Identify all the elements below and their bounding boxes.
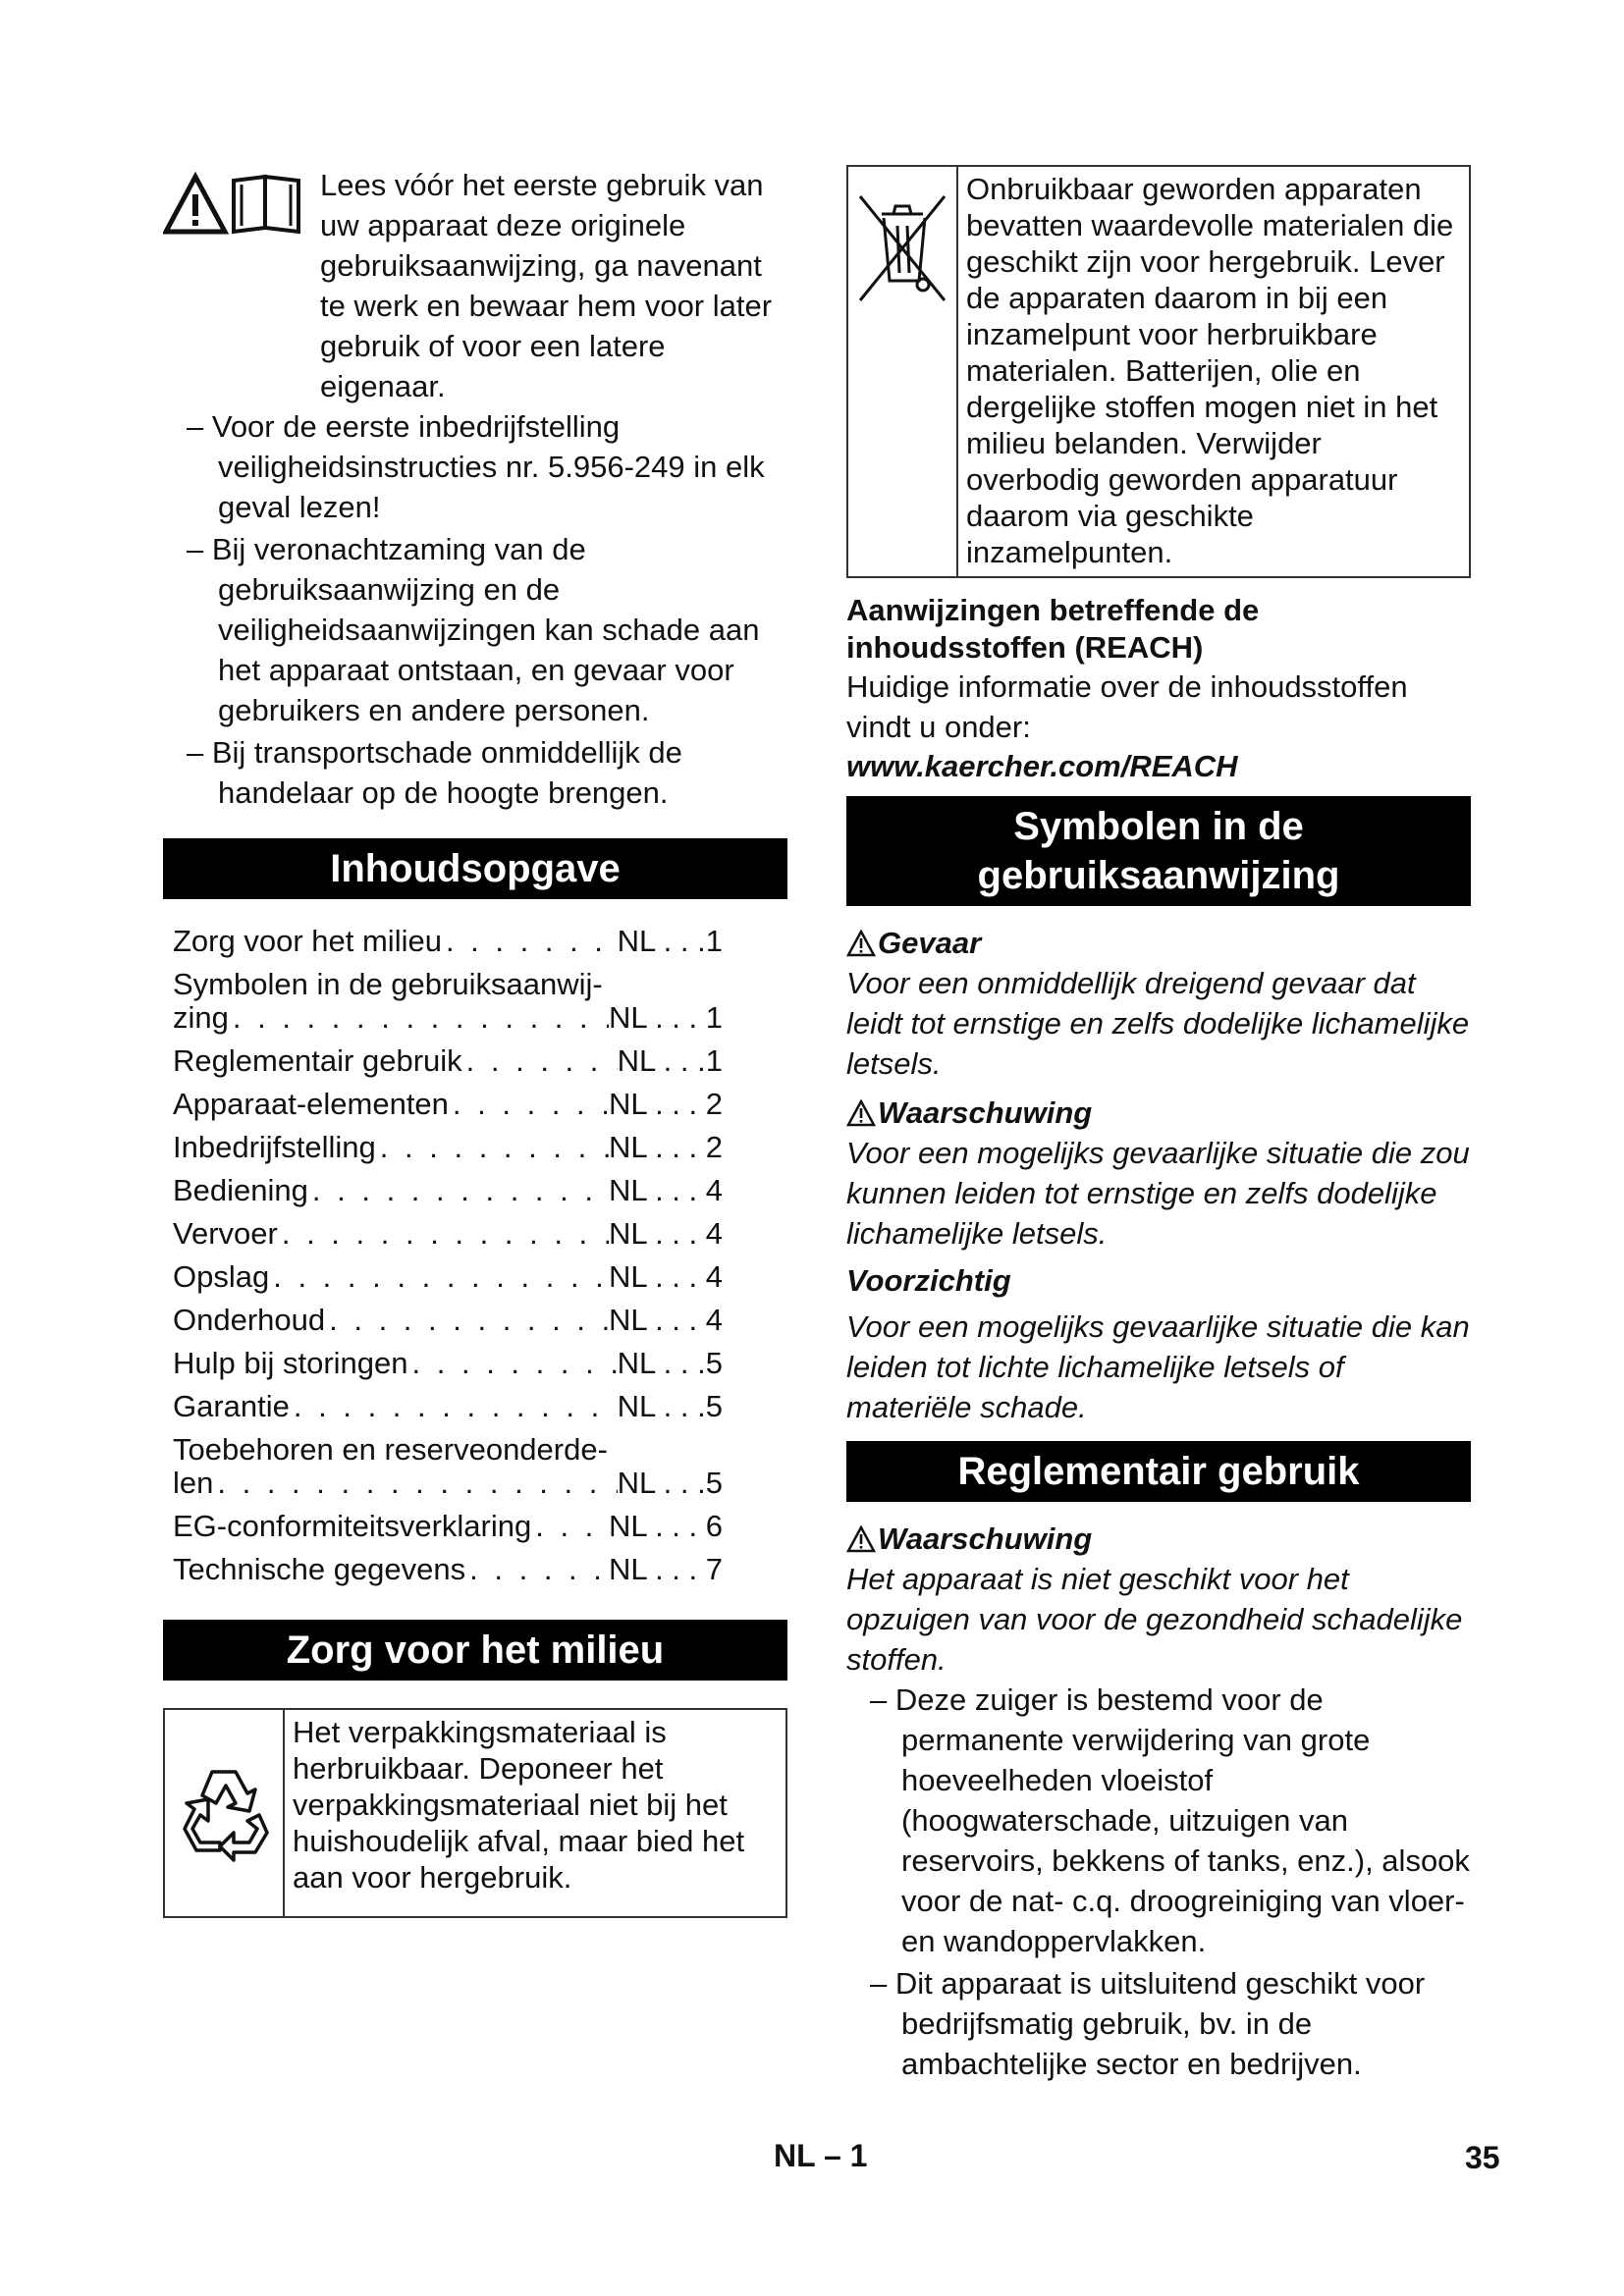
danger-heading xyxy=(846,924,1471,963)
warning-triangle-icon xyxy=(846,930,876,957)
usage-warning-heading xyxy=(846,1520,1471,1559)
recycle-icon xyxy=(165,1764,283,1862)
table-of-contents xyxy=(173,925,723,1586)
crossed-bin-icon xyxy=(848,187,956,304)
toc-entry-title: Vervoer xyxy=(173,1216,278,1251)
toc-entry-title: Hulp bij storingen xyxy=(173,1346,408,1380)
toc-entry-title-line1: Symbolen in de gebruiksaanwij- xyxy=(173,967,603,1001)
toc-entry-title: Technische gegevens xyxy=(173,1552,466,1586)
toc-entry[interactable] xyxy=(173,1553,723,1586)
toc-entry[interactable] xyxy=(173,968,723,1035)
toc-heading xyxy=(163,838,787,899)
toc-entry-page: NL . . .5 xyxy=(617,1389,723,1423)
recycle-icon-cell xyxy=(165,1710,285,1916)
toc-entry-title-line1: Toebehoren en reserveonderde- xyxy=(173,1432,608,1467)
intro-bullet: – Bij transportschade onmiddellijk de handelaar op de hoogte brengen. xyxy=(187,735,682,810)
reach-heading: Aanwijzingen betreffende de inhoudsstoffen (REACH) xyxy=(846,593,1260,665)
danger-label: Gevaar xyxy=(878,926,982,960)
toc-entry-title: Bediening xyxy=(173,1173,308,1207)
weee-icon-cell xyxy=(848,167,958,576)
environment-heading xyxy=(163,1620,787,1681)
toc-entry[interactable] xyxy=(173,1510,723,1543)
intro-bullet: – Voor de eerste inbedrijfstelling veiligheidsinstructies nr. 5.956-249 in elk geval lezen! xyxy=(187,409,765,524)
toc-entry-page: NL . . . 2 xyxy=(608,1130,723,1164)
toc-entry[interactable] xyxy=(173,1131,723,1164)
warning-manual-icon xyxy=(163,171,305,236)
intro-section xyxy=(163,165,787,406)
usage-warning-label: Waarschuwing xyxy=(878,1522,1093,1556)
usage-bullet: – Deze zuiger is bestemd voor de permanente verwijdering van grote hoeveelheden vloeistof (hoogwaterschade, uitzuigen van reservoirs, bekkens of tanks, enz.), alsook voor de nat- c.q. droogreiniging van vloer- en wandoppervlakken. xyxy=(870,1682,1470,1958)
page-number: 35 xyxy=(1465,2140,1500,2175)
toc-entry-title: Inbedrijfstelling xyxy=(173,1130,376,1164)
reach-link[interactable]: www.kaercher.com/REACH xyxy=(846,749,1238,783)
intro-bullets xyxy=(163,406,787,813)
toc-entry[interactable] xyxy=(173,1433,723,1500)
usage-bullets xyxy=(846,1680,1471,2084)
warning-text: Voor een mogelijks gevaarlijke situatie die zou kunnen leiden tot ernstige en zelfs dodelijke lichamelijke letsels. xyxy=(846,1136,1470,1251)
toc-entry[interactable] xyxy=(173,1044,723,1078)
usage-heading xyxy=(846,1441,1471,1502)
warning-triangle-icon xyxy=(846,1099,876,1127)
usage-heading-text: Reglementair gebruik xyxy=(957,1450,1360,1493)
toc-entry-title: Reglementair gebruik xyxy=(173,1043,462,1078)
toc-entry-page: NL . . . 7 xyxy=(608,1552,723,1586)
toc-entry[interactable] xyxy=(173,1217,723,1251)
caution-label: Voorzichtig xyxy=(846,1263,1011,1298)
toc-entry-title: Onderhoud xyxy=(173,1303,326,1337)
toc-entry-title: zing xyxy=(173,1000,229,1035)
weee-info-box xyxy=(846,165,1471,578)
warning-label: Waarschuwing xyxy=(878,1095,1093,1130)
toc-entry-page: NL . . . 4 xyxy=(608,1303,723,1337)
caution-heading xyxy=(846,1261,1471,1301)
toc-entry[interactable] xyxy=(173,925,723,958)
danger-text: Voor een onmiddellijk dreigend gevaar dat leidt tot ernstige en zelfs dodelijke lichamelijke letsels. xyxy=(846,966,1470,1081)
toc-entry-page: NL . . . 2 xyxy=(608,1087,723,1121)
intro-text: Lees vóór het eerste gebruik van uw apparaat deze originele gebruiksaanwijzing, ga navenant te werk en bewaar hem voor later gebruik of voor een latere eigenaar. xyxy=(320,168,773,403)
warning-heading xyxy=(846,1094,1471,1133)
toc-entry[interactable] xyxy=(173,1174,723,1207)
left-column xyxy=(163,165,787,1918)
intro-bullet: – Bij veronachtzaming van de gebruiksaanwijzing en de veiligheidsaanwijzingen kan schade aan het apparaat ontstaan, en gevaar voor gebruikers en andere personen. xyxy=(187,532,760,727)
toc-entry[interactable] xyxy=(173,1304,723,1337)
toc-entry-title: Zorg voor het milieu xyxy=(173,924,442,958)
toc-entry-title: EG-conformiteitsverklaring xyxy=(173,1509,532,1543)
toc-entry[interactable] xyxy=(173,1260,723,1294)
toc-entry[interactable] xyxy=(173,1347,723,1380)
caution-text: Voor een mogelijks gevaarlijke situatie die kan leiden tot lichte lichamelijke letsels of materiële schade. xyxy=(846,1309,1470,1424)
toc-entry-title: Apparaat-elementen xyxy=(173,1087,449,1121)
toc-entry-page: NL . . . 4 xyxy=(608,1216,723,1251)
recycle-text: Het verpakkingsmateriaal is herbruikbaar. Deponeer het verpakkingsmateriaal niet bij het huishoudelijk afval, maar bied het aan voor hergebruik. xyxy=(293,1715,745,1895)
usage-bullet: – Dit apparaat is uitsluitend geschikt voor bedrijfsmatig gebruik, bv. in de ambachtelijke sector en bedrijven. xyxy=(870,1966,1426,2081)
toc-entry-page: NL . . . 4 xyxy=(608,1173,723,1207)
symbols-heading-line1: Symbolen in de xyxy=(1013,805,1304,848)
recycle-info-box xyxy=(163,1708,787,1918)
toc-entry-page: NL . . .5 xyxy=(617,1466,723,1500)
usage-warning-text: Het apparaat is niet geschikt voor het opzuigen van voor de gezondheid schadelijke stoffen. xyxy=(846,1562,1463,1677)
toc-entry-page: NL . . .5 xyxy=(617,1346,723,1380)
symbols-heading xyxy=(846,796,1471,906)
toc-entry-page: NL . . . 6 xyxy=(608,1509,723,1543)
environment-heading-text: Zorg voor het milieu xyxy=(286,1629,665,1672)
toc-entry-title: Garantie xyxy=(173,1389,290,1423)
symbols-heading-line2: gebruiksaanwijzing xyxy=(977,854,1340,897)
toc-entry-page: NL . . .1 xyxy=(617,1043,723,1078)
toc-entry-title: Opslag xyxy=(173,1259,270,1294)
weee-text: Onbruikbaar geworden apparaten bevatten waardevolle materialen die geschikt zijn voor hergebruik. Lever de apparaten daarom in bij een inzamelpunt voor herbruikbare materialen. Batterijen, olie en dergelijke stoffen mogen niet in het milieu belanden. Verwijder overbodig geworden apparatuur daarom via geschikte inzamelpunten. xyxy=(966,172,1454,569)
toc-entry-page: NL . . . 4 xyxy=(608,1259,723,1294)
toc-entry[interactable] xyxy=(173,1088,723,1121)
section-page-label: NL – 1 xyxy=(774,2138,868,2173)
right-column xyxy=(846,165,1471,2086)
toc-heading-text: Inhoudsopgave xyxy=(330,847,621,890)
toc-entry-title: len xyxy=(173,1466,214,1500)
toc-entry-page: NL . . . 1 xyxy=(608,1000,723,1035)
toc-entry-page: NL . . .1 xyxy=(617,924,723,958)
warning-triangle-icon xyxy=(846,1525,876,1553)
toc-entry[interactable] xyxy=(173,1390,723,1423)
reach-text: Huidige informatie over de inhoudsstoffen vindt u onder: xyxy=(846,669,1408,744)
